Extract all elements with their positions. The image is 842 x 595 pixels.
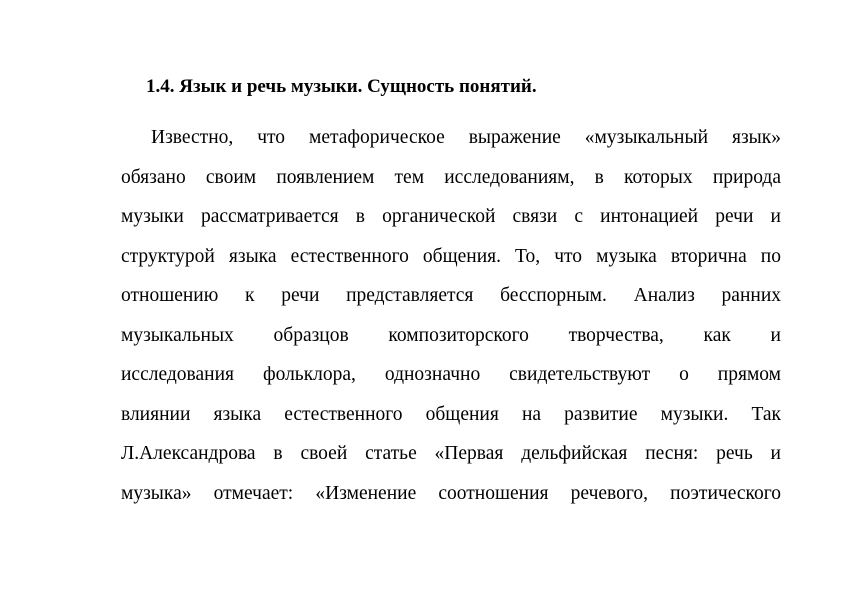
text-line: Известно, что метафорическое выражение «музыкальный язык» <box>151 127 781 148</box>
section-heading: 1.4. Язык и речь музыки. Сущность понятий. <box>146 76 537 97</box>
text-line: Л.Александрова в своей статье «Первая дельфийская песня: речь и <box>121 443 781 464</box>
text-line: музыкальных образцов композиторского творчества, как и <box>121 324 781 346</box>
text-line: музыка» отмечает: «Изменение соотношения речевого, поэтического <box>121 482 781 504</box>
text-line: отношению к речи представляется бесспорным. Анализ ранних <box>121 285 781 306</box>
text-line: влиянии языка естественного общения на развитие музыки. Так <box>121 403 781 425</box>
text-line: структурой языка естественного общения. То, что музыка вторична по <box>121 245 781 267</box>
text-line: музыки рассматривается в органической связи с интонацией речи и <box>121 206 781 227</box>
body-paragraph <box>121 118 781 513</box>
text-line: исследования фольклора, однозначно свидетельствуют о прямом <box>121 364 781 385</box>
text-line: обязано своим появлением тем исследованиям, в которых природа <box>121 166 781 188</box>
